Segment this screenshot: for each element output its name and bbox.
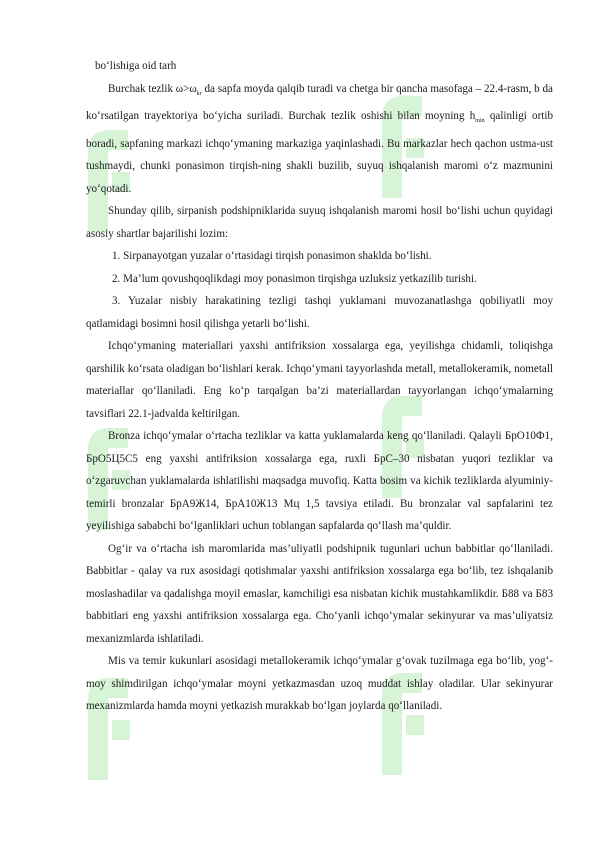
list-item: 1. Sirpanayotgan yuzalar o‘rtasidagi tirqish ponasimon shaklda bo‘lishi.	[112, 250, 432, 263]
list-item: 2. Ma’lum qovushqoqlikdagi moy ponasimon tirqishga uzluksiz yetkazilib turishi.	[112, 272, 477, 285]
paragraph-caption: bo‘lishiga oid tarh	[95, 60, 177, 72]
body-text	[86, 55, 553, 718]
paragraph-bronze: Bronza ichqo‘ymalar o‘rtacha tezliklar va katta yuklamalarda keng qo‘llaniladi. Qalayli БрО10Ф1, БрО5Ц5С5 eng yaxshi antifriksion xossalarga ega, ruxli БрС–30 nisbatan yuqori tezliklar va o‘zgaruvchan yuklamalarda ishlatilishi maqsadga muvofiq. Katta bosim va kichik tezliklarda alyuminiy-temirli bronzalar БрА9Ж14, БрА10Ж13 Мц 1,5 tavsiya etiladi. Bu bronzalar val sapfalarini tez yeyilishiga sababchi bo‘lganliklari uchun toblangan sapfalarda qo‘llash ma’quldir.	[86, 430, 553, 533]
paragraph-conditions-intro: Shunday qilib, sirpanish podshipniklarida suyuq ishqalanish maromi hosil bo‘lishi uchun quyidagi asosiy shartlar bajarilishi lozim:	[86, 205, 553, 240]
paragraph-babbitt: Og‘ir va o‘rtacha ish maromlarida mas’uliyatli podshipnik tugunlari uchun babbitlar qo‘llaniladi. Babbitlar - qalay va rux asosidagi qotishmalar yaxshi antifriksion xossalarga ega bo‘lib, tez ishqalanib moslashadilar va qadalishga moyil emaslar, kamchiligi esa nisbatan kichik mustahkamlikdir. Б88 va Б83 babbitlari eng yaxshi antifriksion xossalarga ega. Cho‘yanli ichqo‘ymalar sekinyurar va mas’uliyatsiz mexanizmlarda ishlatiladi.	[86, 542, 553, 645]
list-item: 3. Yuzalar nisbiy harakatining tezligi tashqi yuklamani muvozanatlashga qobiliyatli moy qatlamidagi bosimni hosil qilishga yetarli bo‘lishi.	[86, 295, 553, 330]
paragraph-metalloceramic: Mis va temir kukunlari asosidagi metallokeramik ichqo‘ymalar g‘ovak tuzilmaga ega bo‘lib, yog‘- moy shimdirilgan ichqo‘ymalar moyni yetkazmasdan uzoq muddat ishlay oladilar. Ular sekinyurar mexanizmlarda hamda moyni yetkazish murakkab bo‘lgan joylarda qo‘llaniladi.	[86, 655, 553, 713]
paragraph-angular-velocity: Burchak tezlik $\omega>\omega_{kr}$ da sapfa moyda qalqib turadi va chetga bir qancha masofaga – 22.4-rasm, b da ko‘rsatilgan trayektoriya bo‘yicha suriladi. Burchak tezlik oshishi bilan moyning $h_{min}$ qalinligi ortib boradi, sapfaning markazi ichqo‘ymaning markaziga yaqinlashadi. Bu markazlar hech qachon ustma-ust tushmaydi, chunki ponasimon tirqish-ning shakli buzilib, suyuq ishqalanish maromi o‘z mazmunini yo‘qotadi.	[86, 82, 553, 195]
paragraph-materials: Ichqo‘ymaning materiallari yaxshi antifriksion xossalarga ega, yeyilishga chidamli, toliqishga qarshilik ko‘rsata oladigan bo‘lishlari kerak. Ichqo‘ymani tayyorlashda metall, metallokeramik, nometall materiallar qo‘llaniladi. Eng ko‘p tarqalgan ba’zi materiallardan tayyorlangan ichqo‘ymalarning tavsiflari 22.1-jadvalda keltirilgan.	[86, 340, 553, 420]
